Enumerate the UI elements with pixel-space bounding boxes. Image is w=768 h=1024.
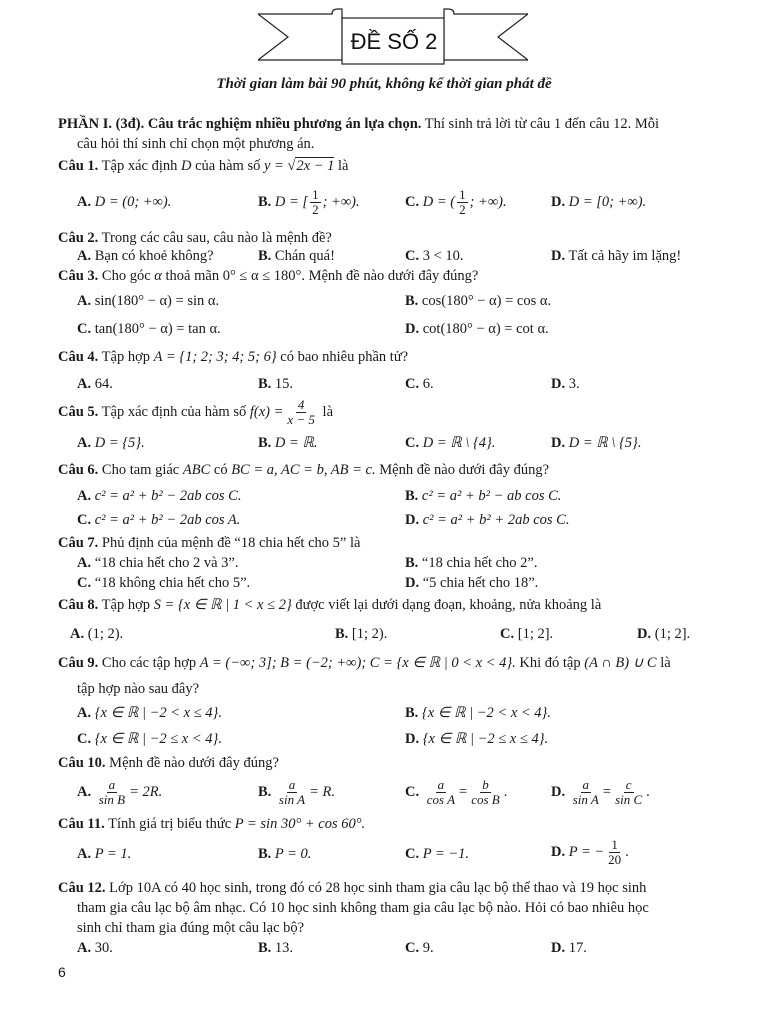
- option-text: .: [646, 783, 650, 800]
- math-var: α: [154, 268, 162, 284]
- option-text: 13.: [274, 940, 294, 956]
- option-a[interactable]: [77, 435, 145, 452]
- option-text: = R.: [309, 783, 335, 800]
- option-text: = 2R.: [129, 783, 163, 800]
- option-key: A.: [77, 705, 92, 721]
- option-c[interactable]: [405, 940, 434, 957]
- question-5: [58, 398, 333, 427]
- option-key: D.: [551, 435, 566, 451]
- option-text: [1; 2].: [517, 626, 554, 642]
- option-a[interactable]: [70, 626, 123, 643]
- question-label: Câu 3.: [58, 268, 99, 284]
- math-formula: A = (−∞; 3]; B = (−2; +∞); C = {x ∈ ℝ | 0 < x < 4}.: [199, 655, 516, 671]
- question-text: có: [213, 462, 228, 478]
- math-var: D: [181, 158, 192, 174]
- option-d[interactable]: [637, 626, 690, 643]
- question-text: Tập hợp: [101, 349, 151, 365]
- math-formula: S = {x ∈ ℝ | 1 < x ≤ 2}: [153, 597, 292, 613]
- option-d[interactable]: [551, 194, 646, 211]
- question-text: Mệnh đề nào dưới đây đúng?: [109, 755, 279, 771]
- option-key: B.: [405, 293, 419, 309]
- option-a[interactable]: [77, 940, 113, 957]
- option-c[interactable]: [405, 778, 507, 807]
- question-10: [58, 755, 279, 772]
- option-text: c² = a² + b² − ab cos C.: [421, 488, 562, 504]
- option-c[interactable]: [77, 575, 250, 592]
- option-key: D.: [551, 940, 566, 956]
- option-text: “18 không chia hết cho 5”.: [94, 575, 251, 591]
- option-key: A.: [70, 626, 85, 642]
- question-label: Câu 7.: [58, 535, 99, 551]
- option-text: 15.: [274, 376, 294, 392]
- option-text: {x ∈ ℝ | −2 ≤ x < 4}.: [94, 731, 222, 747]
- option-d[interactable]: [551, 940, 587, 957]
- question-text: Tập xác định của hàm số: [101, 403, 247, 420]
- option-b[interactable]: [258, 940, 293, 957]
- option-key: A.: [77, 435, 92, 451]
- option-key: C.: [77, 731, 92, 747]
- fraction-denominator: sin A: [572, 792, 599, 807]
- option-text: {x ∈ ℝ | −2 ≤ x ≤ 4}.: [422, 731, 549, 747]
- option-text: “18 chia hết cho 2”.: [421, 555, 538, 571]
- option-d[interactable]: [551, 248, 681, 265]
- question-text: Khi đó tập: [519, 655, 581, 671]
- math-formula: P = sin 30° + cos 60°.: [234, 816, 366, 832]
- option-a[interactable]: [77, 705, 222, 722]
- option-key: C.: [77, 512, 92, 528]
- question-7: [58, 535, 360, 552]
- option-text: D = [: [274, 193, 309, 210]
- option-key: B.: [335, 626, 349, 642]
- option-key: C.: [77, 321, 92, 337]
- option-key: A.: [77, 940, 92, 956]
- option-text: .: [503, 783, 508, 800]
- option-key: A.: [77, 376, 92, 392]
- option-key: A.: [77, 555, 92, 571]
- page-number: 6: [58, 964, 66, 980]
- option-text: 30.: [94, 940, 113, 956]
- fraction-denominator: sin C: [615, 792, 643, 807]
- option-key: C.: [405, 435, 420, 451]
- option-text: Bạn có khoẻ không?: [94, 248, 214, 264]
- option-key: D.: [551, 843, 566, 860]
- option-c[interactable]: [405, 846, 469, 863]
- question-4: [58, 349, 408, 366]
- option-key: A.: [77, 194, 92, 210]
- option-key: C.: [405, 193, 420, 210]
- option-b[interactable]: [405, 488, 561, 505]
- option-a[interactable]: [77, 376, 113, 393]
- option-text: D = [0; +∞).: [568, 194, 647, 210]
- math-radicand: 2x − 1: [296, 158, 335, 174]
- question-text: Cho các tập hợp: [101, 655, 197, 671]
- question-text: là: [338, 158, 349, 174]
- option-text: {x ∈ ℝ | −2 < x ≤ 4}.: [94, 705, 222, 721]
- option-text: D = ℝ.: [274, 435, 318, 451]
- question-label: Câu 2.: [58, 230, 99, 246]
- option-d[interactable]: [405, 731, 548, 748]
- option-a[interactable]: [77, 555, 238, 572]
- option-c[interactable]: [405, 188, 507, 217]
- option-c[interactable]: [77, 321, 221, 338]
- option-b[interactable]: [258, 376, 293, 393]
- option-key: D.: [637, 626, 652, 642]
- exam-subtitle: Thời gian làm bài 90 phút, không kể thời gian phát đề: [216, 76, 552, 92]
- question-text: là: [660, 655, 671, 671]
- fraction-numerator: a: [437, 777, 445, 792]
- option-text: 3.: [568, 376, 580, 392]
- fraction-numerator: 1: [312, 187, 319, 202]
- option-b[interactable]: [405, 293, 551, 310]
- option-c[interactable]: [500, 626, 553, 643]
- fraction-denominator: 2: [312, 202, 319, 217]
- option-key: D.: [551, 194, 566, 210]
- math-formula: 0° ≤ α ≤ 180°.: [222, 268, 305, 284]
- option-text: cos(180° − α) = cos α.: [421, 293, 552, 309]
- option-key: B.: [258, 376, 272, 392]
- option-text: 64.: [94, 376, 113, 392]
- option-key: C.: [405, 940, 420, 956]
- option-text: =: [459, 783, 468, 800]
- question-12-cont: tham gia câu lạc bộ âm nhạc. Có 10 học sinh không tham gia câu lạc bộ nào. Hỏi có bao nhiêu học: [77, 900, 649, 916]
- option-key: C.: [77, 575, 92, 591]
- question-12-cont: sinh chỉ tham gia đúng một câu lạc bộ?: [77, 920, 305, 936]
- question-label: Câu 8.: [58, 597, 99, 613]
- option-text: 17.: [568, 940, 587, 956]
- option-key: D.: [551, 248, 566, 264]
- fraction-denominator: cos A: [426, 792, 456, 807]
- question-label: Câu 11.: [58, 816, 105, 832]
- option-key: A.: [77, 488, 92, 504]
- option-text: P = 0.: [274, 846, 312, 862]
- fraction-numerator: 1: [611, 837, 618, 852]
- option-c[interactable]: [405, 376, 434, 393]
- option-key: B.: [258, 940, 272, 956]
- question-text: Mệnh đề nào dưới đây đúng?: [379, 462, 550, 478]
- fraction-denominator: sin A: [278, 792, 306, 807]
- option-key: B.: [258, 435, 272, 451]
- math-formula: (A ∩ B) ∪ C: [584, 655, 657, 671]
- option-key: A.: [77, 783, 92, 800]
- fraction-numerator: 4: [297, 397, 305, 412]
- option-text: P = −: [568, 843, 605, 860]
- option-a[interactable]: [77, 293, 219, 310]
- option-c[interactable]: [77, 731, 222, 748]
- fraction-denominator: x − 5: [287, 412, 315, 427]
- fraction-numerator: a: [582, 777, 590, 792]
- fraction-denominator: 20: [608, 852, 622, 867]
- option-key: C.: [405, 376, 420, 392]
- option-key: D.: [405, 731, 420, 747]
- question-text: của hàm số: [195, 158, 261, 174]
- option-text: 3 < 10.: [422, 248, 464, 264]
- option-key: D.: [405, 321, 420, 337]
- section-label: PHẦN I. (3đ). Câu trắc nghiệm nhiều phương án lựa chọn.: [58, 116, 422, 132]
- question-text: Lớp 10A có 40 học sinh, trong đó có 28 học sinh tham gia câu lạc bộ thể thao và 19 học sinh: [109, 880, 647, 896]
- option-text: “18 chia hết cho 2 và 3”.: [94, 555, 239, 571]
- question-text: Mệnh đề nào dưới đây đúng?: [308, 268, 479, 284]
- math-formula: y = √: [263, 158, 296, 174]
- option-b[interactable]: [335, 626, 387, 643]
- option-key: B.: [405, 555, 419, 571]
- question-label: Câu 10.: [58, 755, 106, 771]
- question-label: Câu 5.: [58, 403, 99, 420]
- option-key: B.: [405, 488, 419, 504]
- option-d[interactable]: [405, 512, 569, 529]
- exam-title: ĐỀ SỐ 2: [350, 29, 438, 54]
- question-8: [58, 597, 601, 614]
- option-text: P = −1.: [422, 846, 470, 862]
- question-text: Trong các câu sau, câu nào là mệnh đề?: [101, 230, 332, 246]
- option-d[interactable]: [551, 838, 629, 867]
- math-formula: BC = a, AC = b, AB = c.: [231, 462, 376, 478]
- question-text: có bao nhiêu phần tử?: [280, 349, 409, 365]
- option-text: cot(180° − α) = cot α.: [422, 321, 549, 337]
- option-text: D = (0; +∞).: [94, 194, 172, 210]
- option-key: C.: [500, 626, 515, 642]
- section-instruction: Thí sinh trả lời từ câu 1 đến câu 12. Mỗi: [424, 116, 659, 132]
- option-text: Tất cả hãy im lặng!: [568, 248, 682, 264]
- option-b[interactable]: [405, 555, 537, 572]
- question-text: thoả mãn: [165, 268, 220, 284]
- question-3: [58, 268, 478, 285]
- section-instruction-cont: câu hỏi thí sinh chỉ chọn một phương án.: [77, 136, 315, 152]
- option-key: C.: [405, 846, 420, 862]
- option-text: (1; 2].: [654, 626, 691, 642]
- option-text: =: [602, 783, 612, 800]
- fraction-numerator: c: [625, 777, 632, 792]
- option-key: B.: [258, 248, 272, 264]
- option-a[interactable]: [77, 488, 241, 505]
- question-text: Tập xác định: [101, 158, 178, 174]
- question-1: [58, 158, 348, 175]
- option-a[interactable]: [77, 778, 162, 807]
- option-text: Chán quá!: [274, 248, 335, 264]
- option-key: D.: [551, 783, 566, 800]
- option-text: D = ℝ \ {4}.: [422, 435, 496, 451]
- title-banner: [258, 6, 528, 68]
- option-key: D.: [405, 575, 420, 591]
- question-9-cont: tập hợp nào sau đây?: [77, 681, 200, 697]
- option-key: B.: [258, 193, 272, 210]
- question-11: [58, 816, 365, 833]
- option-text: D = ℝ \ {5}.: [568, 435, 642, 451]
- option-text: .: [625, 843, 629, 860]
- question-text: Cho tam giác: [101, 462, 180, 478]
- question-text: Tập hợp: [101, 597, 151, 613]
- option-text: c² = a² + b² − 2ab cos A.: [94, 512, 241, 528]
- option-key: C.: [405, 783, 420, 800]
- question-label: Câu 6.: [58, 462, 99, 478]
- fraction-numerator: b: [482, 777, 489, 792]
- option-key: B.: [405, 705, 419, 721]
- option-key: A.: [77, 248, 92, 264]
- question-6: [58, 462, 549, 479]
- fraction-numerator: a: [288, 777, 296, 792]
- math-formula: A = {1; 2; 3; 4; 5; 6}: [153, 349, 277, 365]
- option-d[interactable]: [551, 778, 650, 807]
- fraction-denominator: cos B: [471, 792, 500, 807]
- option-text: 6.: [422, 376, 434, 392]
- option-a[interactable]: [77, 846, 131, 863]
- option-text: ; +∞).: [469, 193, 507, 210]
- question-9: [58, 655, 671, 672]
- option-b[interactable]: [258, 188, 360, 217]
- option-text: ; +∞).: [322, 193, 360, 210]
- option-key: B.: [258, 846, 272, 862]
- option-key: D.: [405, 512, 420, 528]
- option-text: c² = a² + b² + 2ab cos C.: [422, 512, 570, 528]
- question-text: Phủ định của mệnh đề “18 chia hết cho 5” là: [101, 535, 361, 551]
- option-text: tan(180° − α) = tan α.: [94, 321, 221, 337]
- option-d[interactable]: [405, 575, 538, 592]
- fraction-numerator: a: [108, 777, 116, 792]
- option-c[interactable]: [405, 435, 495, 452]
- option-c[interactable]: [77, 512, 240, 529]
- section-heading: [58, 116, 659, 133]
- option-key: D.: [551, 376, 566, 392]
- option-text: D = (: [422, 193, 456, 210]
- question-text: là: [322, 403, 334, 420]
- option-c[interactable]: [405, 248, 464, 265]
- option-text: D = {5}.: [94, 435, 145, 451]
- option-text: c² = a² + b² − 2ab cos C.: [94, 488, 242, 504]
- option-text: (1; 2).: [87, 626, 124, 642]
- option-d[interactable]: [405, 321, 549, 338]
- question-2: [58, 230, 332, 247]
- option-b[interactable]: [258, 846, 311, 863]
- question-label: Câu 9.: [58, 655, 99, 671]
- fraction-denominator: sin B: [98, 792, 126, 807]
- question-text: Cho góc: [101, 268, 151, 284]
- option-text: 9.: [422, 940, 434, 956]
- option-b[interactable]: [405, 705, 551, 722]
- option-text: “5 chia hết cho 18”.: [422, 575, 539, 591]
- option-text: sin(180° − α) = sin α.: [94, 293, 220, 309]
- option-text: {x ∈ ℝ | −2 < x < 4}.: [421, 705, 551, 721]
- option-d[interactable]: [551, 376, 580, 393]
- option-d[interactable]: [551, 435, 641, 452]
- option-a[interactable]: [77, 248, 214, 265]
- math-formula: f(x) =: [249, 403, 284, 420]
- fraction-numerator: 1: [459, 187, 466, 202]
- option-b[interactable]: [258, 435, 318, 452]
- question-label: Câu 4.: [58, 349, 99, 365]
- option-text: [1; 2).: [351, 626, 388, 642]
- question-label: Câu 1.: [58, 158, 99, 174]
- question-label: Câu 12.: [58, 880, 106, 896]
- option-text: P = 1.: [94, 846, 132, 862]
- math-var: ABC: [182, 462, 211, 478]
- fraction-denominator: 2: [459, 202, 466, 217]
- question-12: [58, 880, 646, 897]
- option-key: C.: [405, 248, 420, 264]
- option-b[interactable]: [258, 248, 335, 265]
- option-key: A.: [77, 293, 92, 309]
- option-key: A.: [77, 846, 92, 862]
- option-a[interactable]: [77, 194, 171, 211]
- question-text: Tính giá trị biểu thức: [108, 816, 232, 832]
- option-key: B.: [258, 783, 272, 800]
- option-b[interactable]: [258, 778, 335, 807]
- question-text: được viết lại dưới dạng đoạn, khoảng, nửa khoảng là: [295, 597, 602, 613]
